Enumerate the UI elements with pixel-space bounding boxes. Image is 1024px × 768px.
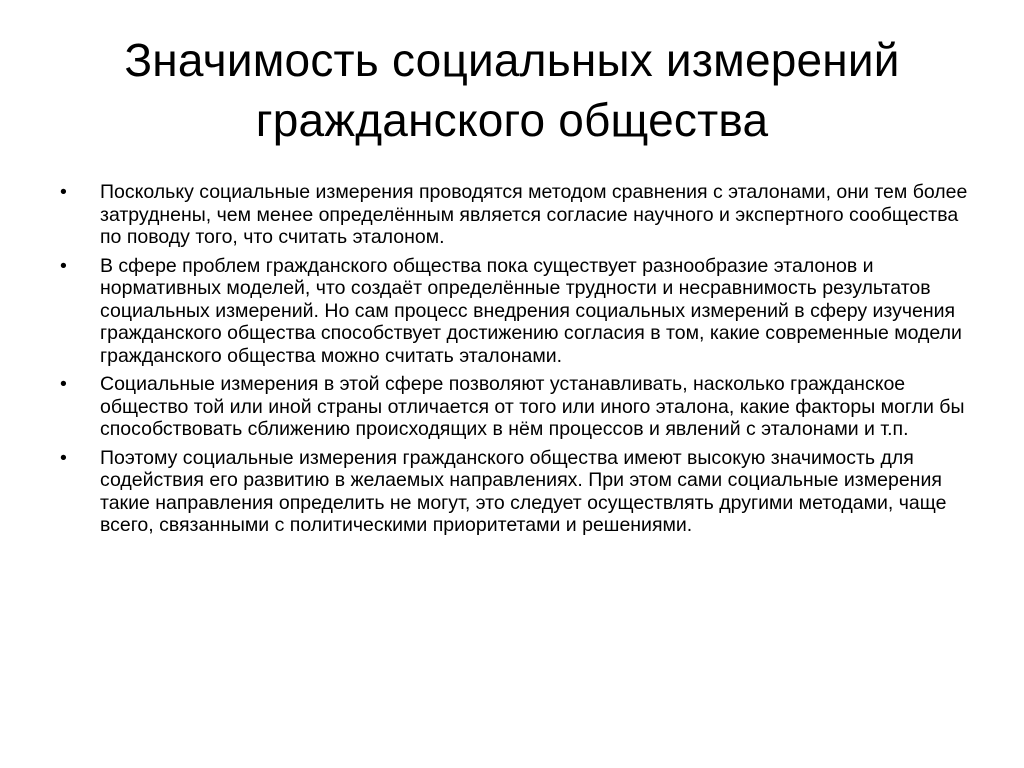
bullet-icon: • <box>60 181 67 203</box>
bullet-text: Поскольку социальные измерения проводятся методом сравнения с эталонами, они тем более затруднены, чем менее определённым является согласие научного и экспертного сообщества по поводу того, что считать эталоном. <box>100 181 968 248</box>
bullet-icon: • <box>60 254 67 277</box>
bullet-item-2 <box>60 255 980 368</box>
bullet-item-4 <box>60 447 980 537</box>
bullet-text: Поэтому социальные измерения гражданского общества имеют высокую значимость для содействия его развитию в желаемых направлениях. При этом сами социальные измерения такие направления определить не могут, это следует осуществлять другими методами, чаще всего, связанными с политическими приоритетами и решениями. <box>100 446 947 536</box>
bullet-item-1 <box>60 181 980 249</box>
bullet-text: Социальные измерения в этой сфере позволяют устанавливать, насколько гражданское общество той или иной страны отличается от того или иного эталона, какие факторы могли бы способствовать сближению происходящих в нём процессов и явлений с эталонами и т.п. <box>100 373 965 440</box>
bullet-list <box>60 181 980 543</box>
slide-title: Значимость социальных измерений гражданского общества <box>124 34 900 146</box>
bullet-icon: • <box>60 373 67 395</box>
bullet-icon: • <box>60 446 67 469</box>
bullet-item-3 <box>60 373 980 441</box>
bullet-text: В сфере проблем гражданского общества пока существует разнообразие эталонов и нормативных моделей, что создаёт определённые трудности и несравнимость результатов социальных измерений. Но сам процесс внедрения социальных измерений в сферу изучения гражданского общества способствует достижению согласия в том, какие современные модели гражданского общества можно считать эталонами. <box>100 254 962 367</box>
